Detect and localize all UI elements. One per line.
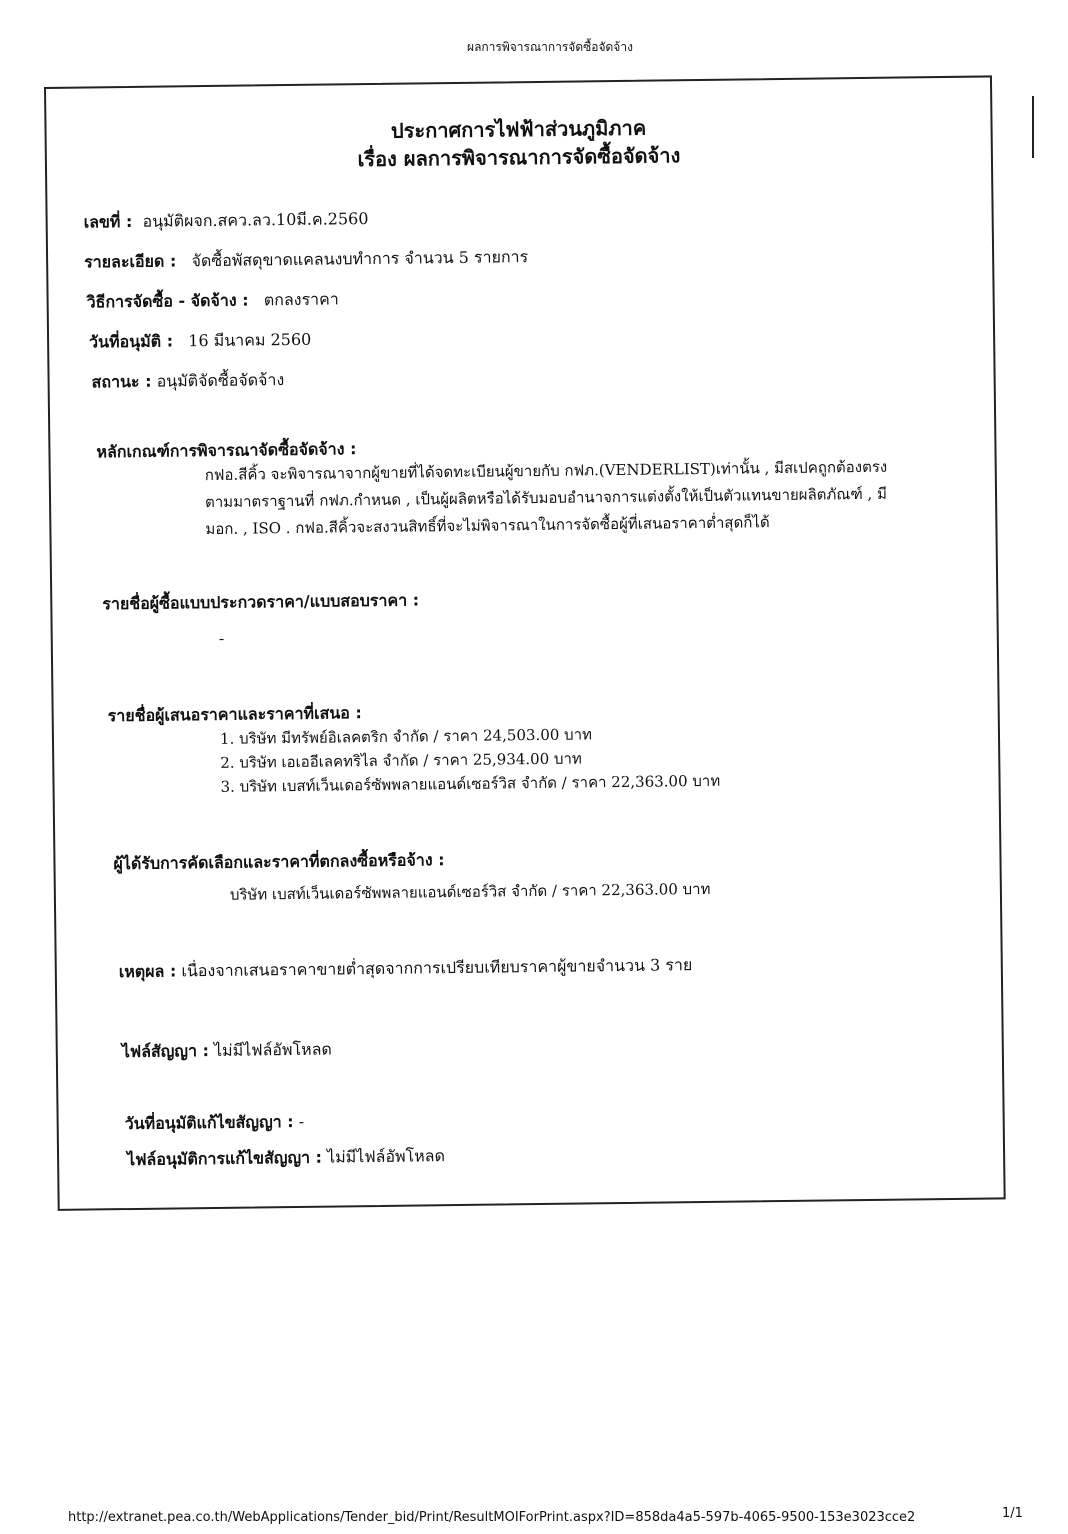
reason-label: เหตุผล : — [118, 961, 177, 982]
amend-date-row — [125, 1110, 305, 1137]
selected-label: ผู้ได้รับการคัดเลือกและราคาที่ตกลงซื้อหรือจ้าง : — [113, 850, 445, 874]
criteria-line-3: มอก. , ISO . กฟอ.สีคิ้วจะสงวนสิทธิ์ที่จะไม่พิจารณาในการจัดซื้อผู้ที่เสนอราคาต่ำสุดก็ได้ — [205, 513, 770, 539]
reason-value: เนื่องจากเสนอราคาขายต่ำสุดจากการเปรียบเทียบราคาผู้ขายจำนวน 3 ราย — [181, 955, 693, 981]
buyers-value: - — [218, 628, 225, 648]
field-detail-label: รายละเอียด : — [84, 251, 177, 272]
criteria-line-1: กฟอ.สีคิ้ว จะพิจารณาจากผู้ขายที่ได้จดทะเบียนผู้ขายกับ กฟภ.(VENDERLIST)เท่านั้น , มีสเปคถูกต้องตรง — [204, 457, 888, 485]
amend-date-value: - — [298, 1111, 305, 1131]
reason-row — [119, 953, 693, 985]
amend-file-value: ไม่มีไฟล์อัพโหลด — [326, 1146, 446, 1167]
field-approval-date-label: วันที่อนุมัติ : — [89, 331, 174, 352]
selected-value: บริษัท เบสท์เว็นเดอร์ซัพพลายแอนด์เซอร์วิส จำกัด / ราคา 22,363.00 บาท — [229, 879, 711, 904]
field-method-value: ตกลงราคา — [263, 289, 339, 310]
page-header-title: ผลการพิจารณาการจัดซื้อจัดจ้าง — [467, 40, 633, 54]
announcement-title: ประกาศการไฟฟ้าส่วนภูมิภาค — [390, 115, 647, 143]
field-approval-date — [89, 328, 311, 356]
bidders-label: รายชื่อผู้เสนอราคาและราคาที่เสนอ : — [107, 703, 362, 726]
field-method — [86, 287, 338, 315]
bidder-item: 2. บริษัท เอเออีเลคทริไล จำกัด / ราคา 25,934.00 บาท — [220, 749, 582, 772]
amend-date-label: วันที่อนุมัติแก้ไขสัญญา : — [124, 1112, 294, 1134]
bidder-item: 3. บริษัท เบสท์เว็นเดอร์ซัพพลายแอนด์เซอร์วิส จำกัด / ราคา 22,363.00 บาท — [220, 771, 721, 796]
announcement-subject: เรื่อง ผลการพิจารณาการจัดซื้อจัดจ้าง — [357, 143, 681, 172]
criteria-text — [205, 453, 986, 544]
field-status-value: อนุมัติจัดซื้อจัดจ้าง — [156, 370, 285, 391]
announcement-frame — [44, 75, 1006, 1210]
field-method-label: วิธีการจัดซื้อ - จัดจ้าง : — [86, 290, 249, 312]
bidders-list — [220, 721, 720, 799]
field-detail-value: จัดซื้อพัสดุขาดแคลนงบทำการ จำนวน 5 รายการ — [191, 247, 529, 271]
field-number-label: เลขที่ : — [83, 211, 133, 232]
amend-file-row — [127, 1144, 445, 1173]
scan-edge-mark — [1032, 96, 1034, 158]
criteria-line-2: ตามมาตราฐานที่ กฟภ.กำหนด , เป็นผู้ผลิตหรือได้รับมอบอำนาจการแต่งตั้งให้เป็นตัวแทนขายผลิตภัณฑ์ , มี — [204, 484, 888, 512]
criteria-label: หลักเกณฑ์การพิจารณาจัดซื้อจัดจ้าง : — [96, 439, 357, 462]
amend-file-label: ไฟล์อนุมัติการแก้ไขสัญญา : — [126, 1147, 323, 1170]
field-status-label: สถานะ : — [91, 371, 152, 392]
field-number-value: อนุมัติผจก.สคว.ลว.10มี.ค.2560 — [142, 209, 369, 231]
field-status — [91, 368, 284, 395]
buyers-label: รายชื่อผู้ซื้อแบบประกวดราคา/แบบสอบราคา : — [102, 590, 420, 614]
field-approval-date-value: 16 มีนาคม 2560 — [188, 329, 312, 351]
bidder-item: 1. บริษัท มีทรัพย์อิเลคตริก จำกัด / ราคา 24,503.00 บาท — [219, 725, 593, 748]
footer-page-number: 1/1 — [1002, 1506, 1023, 1521]
contract-file-row — [122, 1038, 332, 1066]
footer-url: http://extranet.pea.co.th/WebApplications/Tender_bid/Print/ResultMOIForPrint.aspx?ID=858da4a5-597b-4065-9500-153e3023cce2 — [68, 1510, 916, 1525]
contract-file-label: ไฟล์สัญญา : — [121, 1041, 210, 1062]
field-number — [84, 207, 369, 235]
field-detail — [84, 245, 528, 275]
contract-file-value: ไม่มีไฟล์อัพโหลด — [213, 1039, 332, 1060]
